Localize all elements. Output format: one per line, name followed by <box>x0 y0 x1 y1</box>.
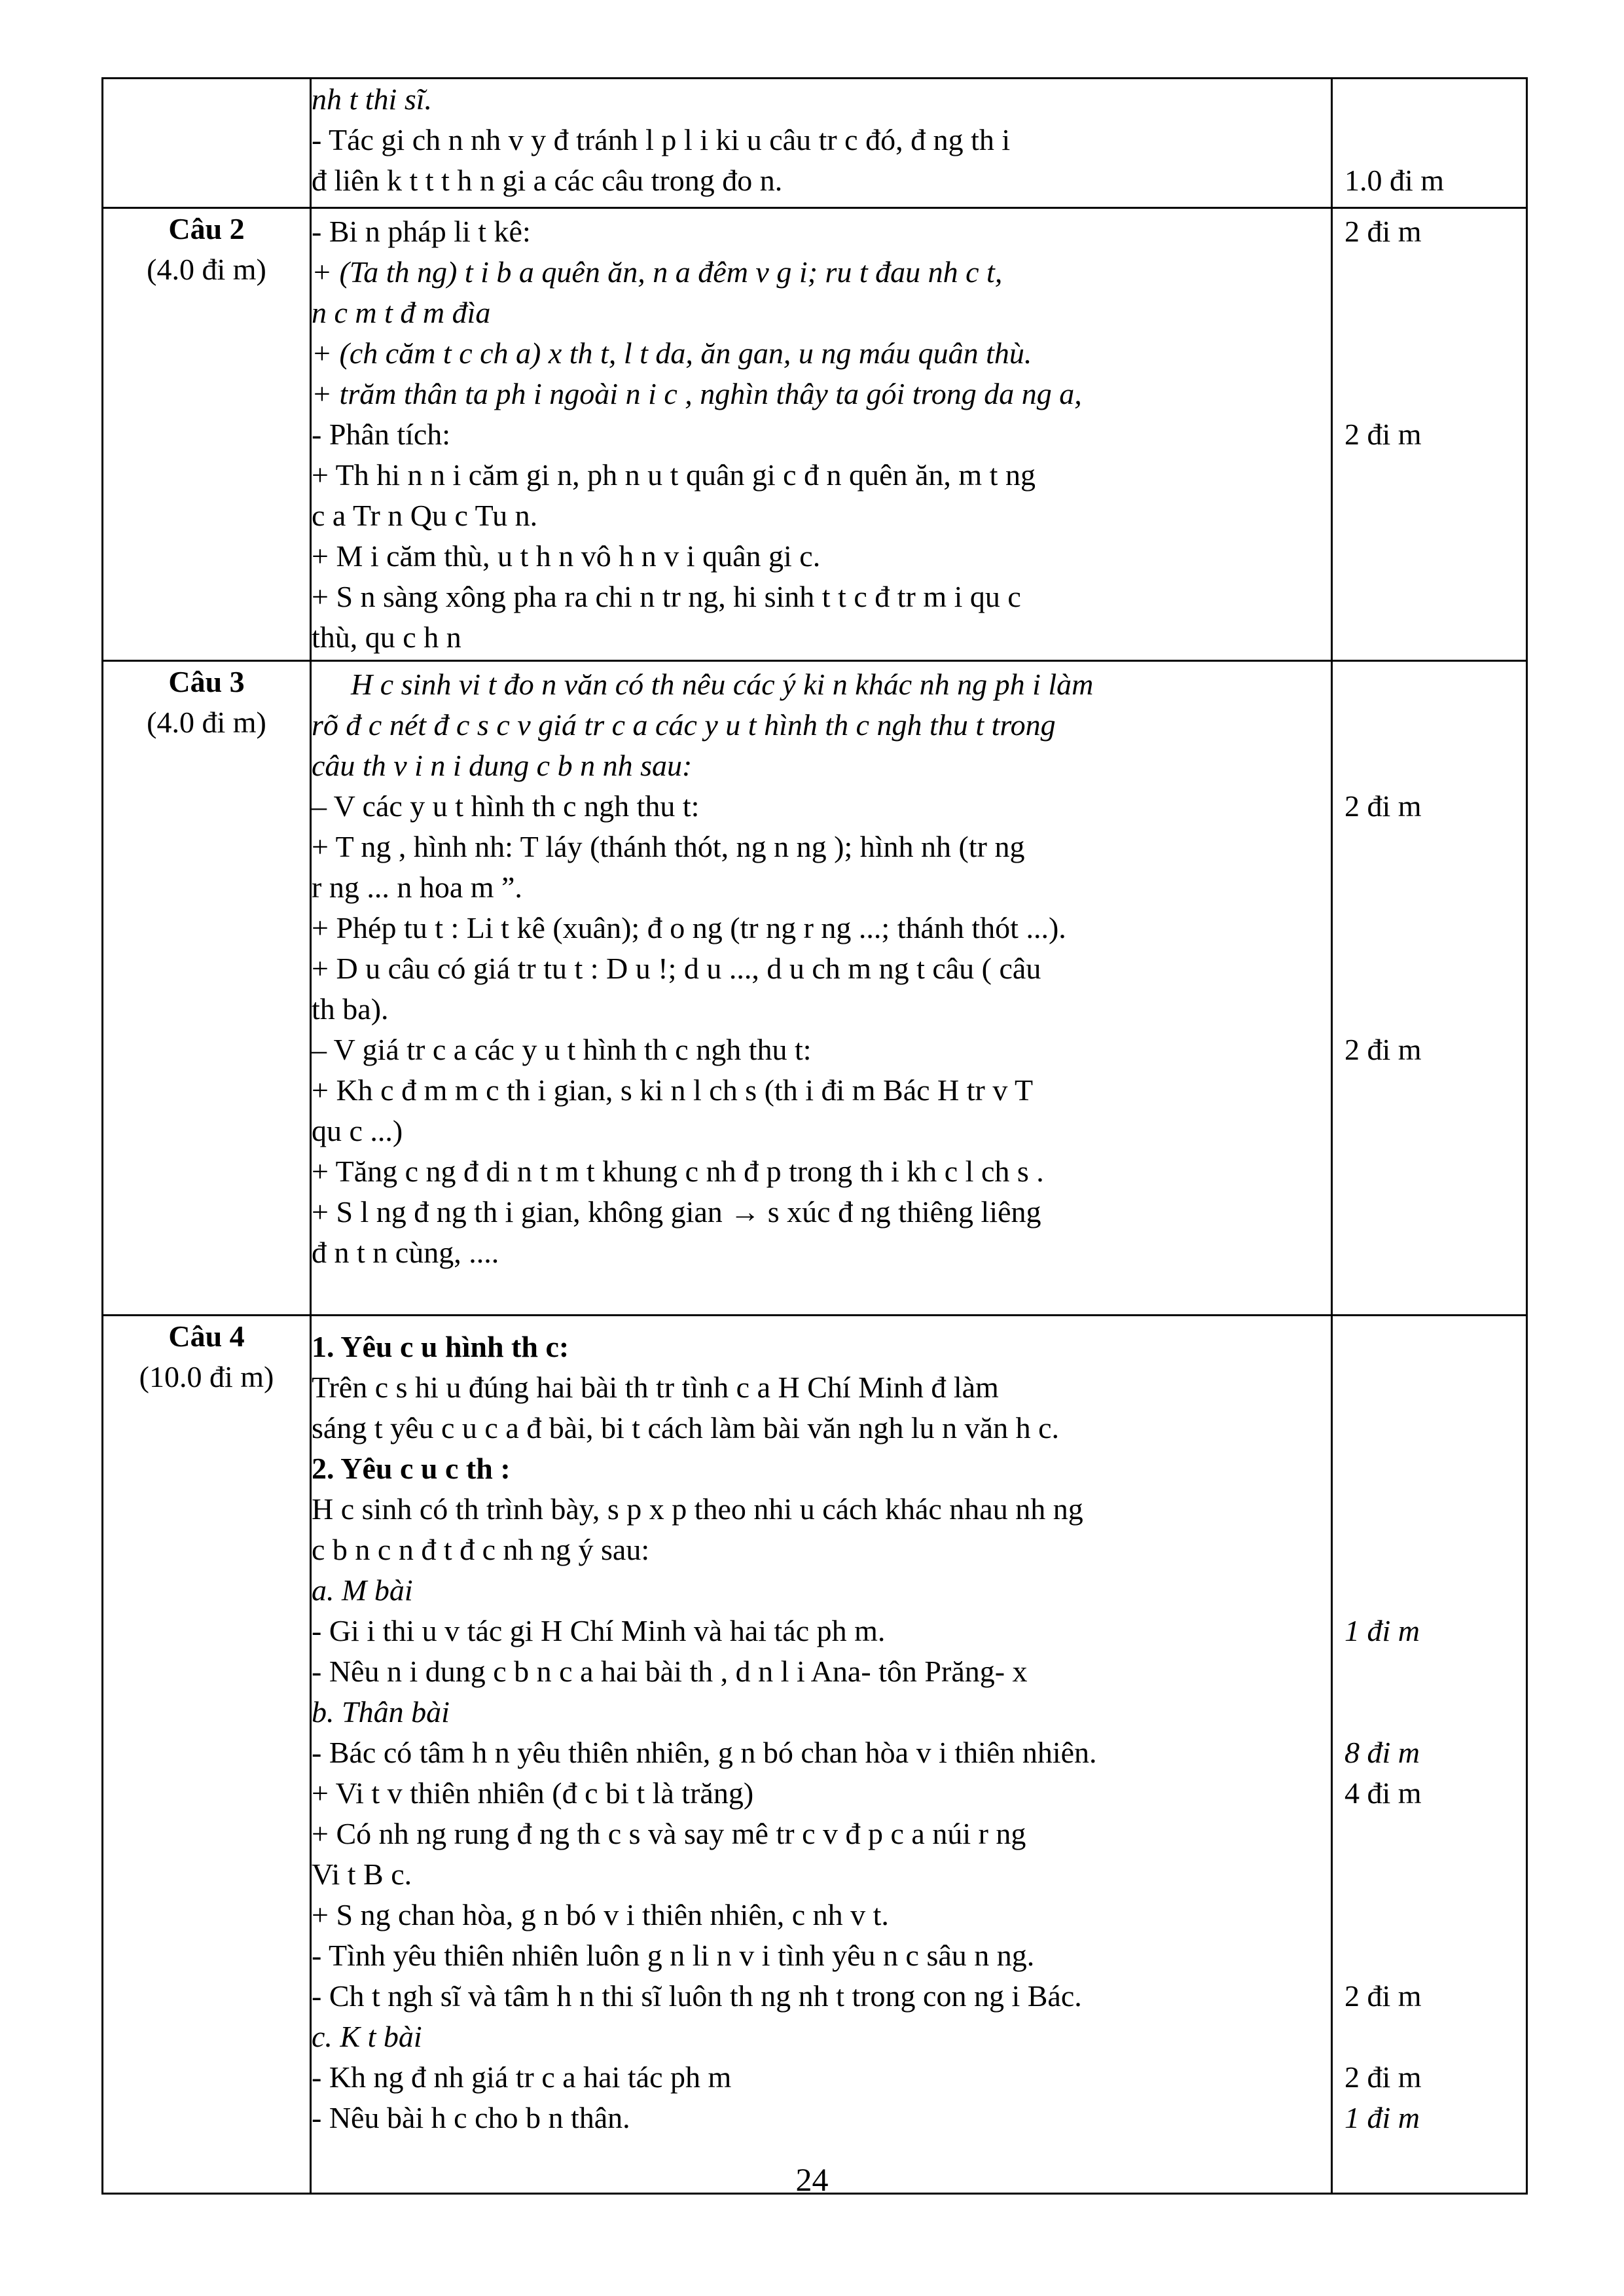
answer-line: – V các y u t hình th c ngh thu t: <box>312 789 700 823</box>
score-value: 2 đi m <box>1344 789 1422 823</box>
score-value: 2 đi m <box>1344 418 1422 451</box>
answer-content-cell <box>311 79 1332 208</box>
answer-line: r ng ... n hoa m ”. <box>312 870 522 904</box>
answer-line: + Tăng c ng đ di n t m t khung c nh đ p trong th i kh c l ch s . <box>312 1155 1044 1188</box>
answer-line: H c sinh có th trình bày, s p x p theo nhi u cách khác nhau nh ng <box>312 1492 1083 1526</box>
answer-line: c. K t bài <box>312 2020 422 2053</box>
answer-line: + S ng chan hòa, g n bó v i thiên nhiên, c nh v t. <box>312 1898 889 1931</box>
answer-line: + S l ng đ ng th i gian, không gian → s xúc đ ng thiêng liêng <box>312 1195 1041 1229</box>
answer-line: qu c ...) <box>312 1114 403 1147</box>
score-value: 4 đi m <box>1344 1776 1422 1810</box>
question-points: (4.0 đi m) <box>147 253 266 286</box>
answer-line: - Nêu n i dung c b n c a hai bài th , d n l i Ana- tôn Prăng- x <box>312 1655 1028 1688</box>
answer-line: Vi t B c. <box>312 1857 412 1891</box>
answer-line: a. M bài <box>312 1573 413 1607</box>
score-cell <box>1332 661 1527 1316</box>
answer-line: thù, qu c h n <box>312 620 461 654</box>
table-row <box>103 79 1527 208</box>
answer-line: + T ng , hình nh: T láy (thánh thót, ng n ng ); hình nh (tr ng <box>312 830 1025 863</box>
answer-line: - Kh ng đ nh giá tr c a hai tác ph m <box>312 2060 732 2094</box>
answer-line: - Phân tích: <box>312 418 451 451</box>
answer-line: + Có nh ng rung đ ng th c s và say mê tr c v đ p c a núi r ng <box>312 1817 1026 1850</box>
answer-line: rõ đ c nét đ c s c v giá tr c a các y u t hình th c ngh thu t trong <box>312 708 1056 742</box>
answer-line: - Gi i thi u v tác gi H Chí Minh và hai tác ph m. <box>312 1614 886 1647</box>
question-cell <box>103 208 311 661</box>
answer-line: + Phép tu t : Li t kê (xuân); đ o ng (tr ng r ng ...; thánh thót ...). <box>312 911 1066 944</box>
answer-line: c b n c n đ t đ c nh ng ý sau: <box>312 1533 650 1566</box>
score-value: 1.0 đi m <box>1344 164 1445 197</box>
answer-line: + trăm thân ta ph i ngoài n i c , nghìn thây ta gói trong da ng a, <box>312 377 1082 410</box>
answer-line: + S n sàng xông pha ra chi n tr ng, hi sinh t t c đ tr m i qu c <box>312 580 1021 613</box>
answer-line: 1. Yêu c u hình th c: <box>312 1330 569 1363</box>
page-number: 24 <box>795 2161 829 2198</box>
answer-line: đ n t n cùng, .... <box>312 1236 499 1269</box>
answer-line: sáng t yêu c u c a đ bài, bi t cách làm bài văn ngh lu n văn h c. <box>312 1411 1059 1444</box>
answer-line: nh t thi sĩ. <box>312 82 433 116</box>
answer-content-cell <box>311 208 1332 661</box>
answer-line: + D u câu có giá tr tu t : D u !; d u ..., d u ch m ng t câu ( câu <box>312 952 1041 985</box>
answer-line: – V giá tr c a các y u t hình th c ngh thu t: <box>312 1033 812 1066</box>
score-value: 2 đi m <box>1344 215 1422 248</box>
answer-line: - Ch t ngh sĩ và tâm h n thi sĩ luôn th ng nh t trong con ng i Bác. <box>312 1979 1082 2013</box>
score-value: 2 đi m <box>1344 2060 1422 2094</box>
answer-table <box>101 77 1528 2195</box>
score-value: 2 đi m <box>1344 1033 1422 1066</box>
answer-line: - Nêu bài h c cho b n thân. <box>312 2101 630 2134</box>
score-cell <box>1332 208 1527 661</box>
table-row <box>103 1316 1527 2194</box>
answer-line: + M i căm thù, u t h n vô h n v i quân gi c. <box>312 539 821 573</box>
question-cell <box>103 79 311 208</box>
answer-line: + (Ta th ng) t i b a quên ăn, n a đêm v g i; ru t đau nh c t, <box>312 255 1003 289</box>
table-row <box>103 208 1527 661</box>
answer-line: + Th hi n n i căm gi n, ph n u t quân gi c đ n quên ăn, m t ng <box>312 458 1036 492</box>
answer-line: b. Thân bài <box>312 1695 450 1729</box>
question-cell <box>103 661 311 1316</box>
answer-line: - Tình yêu thiên nhiên luôn g n li n v i tình yêu n c sâu n ng. <box>312 1939 1035 1972</box>
score-value: 8 đi m <box>1344 1736 1420 1769</box>
score-cell <box>1332 1316 1527 2194</box>
score-value: 1 đi m <box>1344 2101 1420 2134</box>
answer-line: + Vi t v thiên nhiên (đ c bi t là trăng) <box>312 1776 754 1810</box>
answer-line: đ liên k t t t h n gi a các câu trong đo n. <box>312 164 783 197</box>
score-cell <box>1332 79 1527 208</box>
question-label: Câu 4 <box>168 1319 245 1353</box>
score-value: 1 đi m <box>1344 1614 1420 1647</box>
answer-content-cell <box>311 1316 1332 2194</box>
question-points: (10.0 đi m) <box>139 1360 274 1393</box>
answer-line: + (ch căm t c ch a) x th t, l t da, ăn gan, u ng máu quân thù. <box>312 336 1032 370</box>
answer-line: - Bi n pháp li t kê: <box>312 215 531 248</box>
answer-line: Trên c s hi u đúng hai bài th tr tình c a H Chí Minh đ làm <box>312 1371 999 1404</box>
score-value: 2 đi m <box>1344 1979 1422 2013</box>
answer-line: + Kh c đ m m c th i gian, s ki n l ch s (th i đi m Bác H tr v T <box>312 1073 1034 1107</box>
answer-line: c a Tr n Qu c Tu n. <box>312 499 538 532</box>
answer-line: th ba). <box>312 992 389 1026</box>
answer-line: câu th v i n i dung c b n nh sau: <box>312 749 693 782</box>
answer-content-cell <box>311 661 1332 1316</box>
question-label: Câu 2 <box>168 212 245 245</box>
answer-line: H c sinh vi t đo n văn có th nêu các ý ki n khác nh ng ph i làm <box>351 668 1094 701</box>
answer-line: n c m t đ m đìa <box>312 296 491 329</box>
question-points: (4.0 đi m) <box>147 706 266 739</box>
table-row <box>103 661 1527 1316</box>
question-cell <box>103 1316 311 2194</box>
answer-line: - Tác gi ch n nh v y đ tránh l p l i ki u câu tr c đó, đ ng th i <box>312 123 1011 156</box>
question-label: Câu 3 <box>168 665 245 698</box>
answer-line: - Bác có tâm h n yêu thiên nhiên, g n bó chan hòa v i thiên nhiên. <box>312 1736 1097 1769</box>
answer-line: 2. Yêu c u c th : <box>312 1452 511 1485</box>
